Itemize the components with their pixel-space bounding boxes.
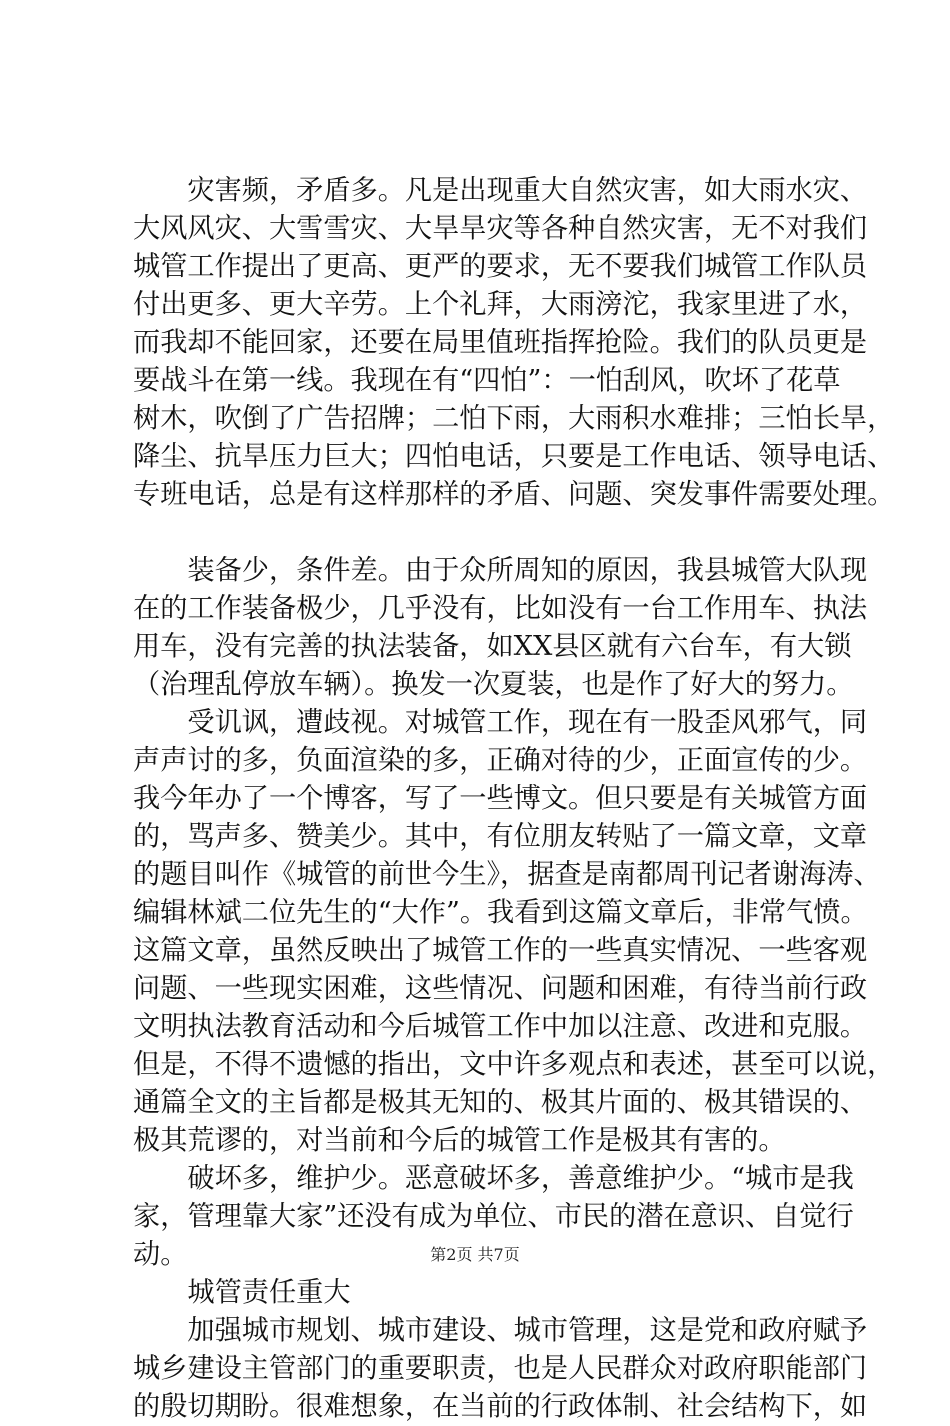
- text-line: 极其荒谬的，对当前和今后的城管工作是极其有害的。: [133, 1125, 786, 1156]
- text-line: 加强城市规划、城市建设、城市管理，这是党和政府赋予: [133, 1315, 868, 1346]
- document-body: [133, 172, 895, 1426]
- text-line: 灾害频，矛盾多。凡是出现重大自然灾害，如大雨水灾、: [133, 175, 868, 206]
- text-line: 专班电话，总是有这样那样的矛盾、问题、突发事件需要处理。: [133, 479, 895, 510]
- text-line: 的，骂声多、赞美少。其中，有位朋友转贴了一篇文章，文章: [133, 821, 868, 852]
- text-line: 降尘、抗旱压力巨大；四怕电话，只要是工作电话、领导电话、: [133, 441, 895, 472]
- text-line: 破坏多，维护少。恶意破坏多，善意维护少。“城市是我: [133, 1163, 854, 1194]
- text-line: 受讥讽，遭歧视。对城管工作，现在有一股歪风邪气，同: [133, 707, 868, 738]
- text-line: 城管工作提出了更高、更严的要求，无不要我们城管工作队员: [133, 251, 868, 282]
- text-line: 的殷切期盼。很难想象，在当前的行政体制、社会结构下，如: [133, 1391, 868, 1422]
- text-line: 装备少，条件差。由于众所周知的原因，我县城管大队现: [133, 555, 868, 586]
- text-line: 大风风灾、大雪雪灾、大旱旱灾等各种自然灾害，无不对我们: [133, 213, 868, 244]
- text-line: 要战斗在第一线。我现在有“四怕”：一怕刮风，吹坏了花草: [133, 365, 841, 396]
- page-number-footer: 第2页 共7页: [430, 1245, 520, 1264]
- text-line: 动。: [133, 1239, 188, 1270]
- paragraph-gap: [133, 514, 833, 552]
- text-line: 我今年办了一个博客，写了一些博文。但只要是有关城管方面: [133, 783, 868, 814]
- text-line: 家，管理靠大家”还没有成为单位、市民的潜在意识、自觉行: [133, 1201, 854, 1232]
- section-heading: 城管责任重大: [133, 1277, 351, 1308]
- text-line: 通篇全文的主旨都是极其无知的、极其片面的、极其错误的、: [133, 1087, 868, 1118]
- text-line: 在的工作装备极少，几乎没有，比如没有一台工作用车、执法: [133, 593, 868, 624]
- text-line: 但是，不得不遗憾的指出，文中许多观点和表述，甚至可以说，: [133, 1049, 895, 1080]
- text-line: 文明执法教育活动和今后城管工作中加以注意、改进和克服。: [133, 1011, 868, 1042]
- text-line: 付出更多、更大辛劳。上个礼拜，大雨滂沱，我家里进了水，: [133, 289, 868, 320]
- text-line: （治理乱停放车辆）。换发一次夏装，也是作了好大的努力。: [133, 669, 854, 700]
- text-line: 城乡建设主管部门的重要职责，也是人民群众对政府职能部门: [133, 1353, 868, 1384]
- text-line: 用车，没有完善的执法装备，如XX县区就有六台车，有大锁: [133, 631, 852, 662]
- text-line: 而我却不能回家，还要在局里值班指挥抢险。我们的队员更是: [133, 327, 868, 358]
- text-line: 这篇文章，虽然反映出了城管工作的一些真实情况、一些客观: [133, 935, 868, 966]
- text-line: 编辑林斌二位先生的“大作”。我看到这篇文章后，非常气愤。: [133, 897, 868, 928]
- text-line: 的题目叫作《城管的前世今生》，据查是南都周刊记者谢海涛、: [133, 859, 881, 890]
- text-line: 问题、一些现实困难，这些情况、问题和困难，有待当前行政: [133, 973, 868, 1004]
- text-line: 声声讨的多，负面渲染的多，正确对待的少，正面宣传的少。: [133, 745, 868, 776]
- text-line: 树木，吹倒了广告招牌；二怕下雨，大雨积水难排；三怕长旱，: [133, 403, 895, 434]
